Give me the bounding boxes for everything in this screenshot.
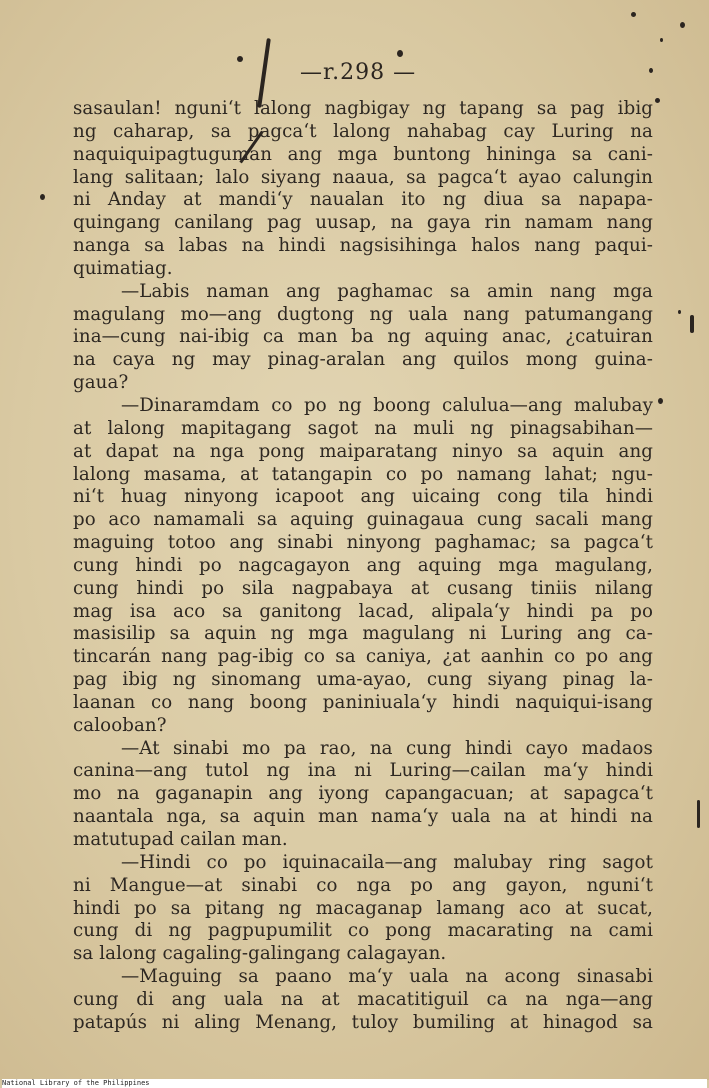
text-line: —Maguing sa paano ma‘y uala na acong sinasabi xyxy=(121,966,653,988)
text-line: ng caharap, sa pagca‘t lalong nahabag cay Luring na xyxy=(73,120,653,142)
text-line: quingang canilang pag uusap, na gaya rin namam nang xyxy=(73,212,653,234)
text-line: calooban? xyxy=(73,714,167,736)
text-line: quimatiag. xyxy=(73,257,173,279)
ink-spot xyxy=(237,56,243,62)
text-line: —Dinaramdam co po ng boong calulua—ang malubay xyxy=(121,394,653,416)
body-text xyxy=(73,98,653,1035)
text-line: lalong masama, at tatangapin co po namang lahat; ngu- xyxy=(73,463,653,485)
text-line: sa lalong cagaling-galingang calagayan. xyxy=(73,943,447,965)
text-line: ni Mangue—at sinabi co nga po ang gayon, nguni‘t xyxy=(73,874,653,896)
ink-spot xyxy=(397,50,403,57)
ink-spot xyxy=(678,310,681,314)
text-line: naantala nga, sa aquin man nama‘y uala na at hindi na xyxy=(73,806,653,828)
text-line: at dapat na nga pong maiparatang ninyo sa aquin ang xyxy=(73,440,653,462)
text-line: —Labis naman ang paghamac sa amin nang mga xyxy=(121,280,653,302)
text-line: mag isa aco sa ganitong lacad, alipala‘y hindi pa po xyxy=(73,600,653,622)
text-line: tincarán nang pag-ibig co sa caniya, ¿at aanhin co po ang xyxy=(73,646,653,668)
text-line: patapús ni aling Menang, tuloy bumiling at hinagod sa xyxy=(73,1011,653,1033)
text-line: laanan co nang boong paniniuala‘y hindi naquiqui-isang xyxy=(73,691,653,713)
page-number: —r.298 — xyxy=(300,60,417,85)
text-line: cung hindi po sila nagpabaya at cusang tiniis nilang xyxy=(73,577,653,599)
ink-spot xyxy=(649,68,653,73)
text-line: ni Anday at mandi‘y naualan ito ng diua sa napapa- xyxy=(73,189,653,211)
text-line: lang salitaan; lalo siyang naaua, sa pagca‘t ayao calungin xyxy=(73,166,653,188)
text-line: —Hindi co po iquinacaila—ang malubay ring sagot xyxy=(121,851,653,873)
ink-spot xyxy=(690,315,694,333)
ink-spot xyxy=(655,98,660,103)
ink-spot xyxy=(40,194,45,200)
text-line: naquiquipagtuguman ang mga buntong hininga sa cani- xyxy=(73,143,653,165)
text-line: ni‘t huag ninyong icapoot ang uicaing cong tila hindi xyxy=(73,486,653,508)
text-line: sasaulan! nguni‘t lalong nagbigay ng tapang sa pag ibig xyxy=(73,98,653,119)
text-line: cung hindi po nagcagayon ang aquing mga magulang, xyxy=(73,554,653,576)
text-line: matutupad cailan man. xyxy=(73,829,288,850)
ink-spot xyxy=(660,38,663,42)
text-line: maguing totoo ang sinabi ninyong paghamac; sa pagca‘t xyxy=(73,532,653,554)
text-line: ina—cung nai-ibig ca man ba ng aquing anac, ¿catuiran xyxy=(73,326,653,348)
text-line: canina—ang tutol ng ina ni Luring—cailan ma‘y hindi xyxy=(73,760,653,782)
ink-spot xyxy=(631,12,636,17)
library-credit: National Library of the Philippines xyxy=(2,1079,707,1088)
text-line: —At sinabi mo pa rao, na cung hindi cayo madaos xyxy=(121,737,653,759)
text-line: magulang mo—ang dugtong ng uala nang patumangang xyxy=(73,303,653,325)
text-line: cung di ang uala na at macatitiguil ca na nga—ang xyxy=(73,988,653,1010)
text-line: nanga sa labas na hindi nagsisihinga halos nang paqui- xyxy=(73,235,653,257)
text-line: po aco namamali sa aquing guinagaua cung sacali mang xyxy=(73,509,653,531)
ink-spot xyxy=(680,22,685,28)
text-line: mo na gaganapin ang iyong capangacuan; at sapagca‘t xyxy=(73,783,653,805)
text-line: pag ibig ng sinomang uma-ayao, cung siyang pinag la- xyxy=(73,669,653,691)
ink-spot xyxy=(697,800,700,828)
ink-spot xyxy=(658,398,663,404)
text-line: masisilip sa aquin ng mga magulang ni Luring ang ca- xyxy=(73,623,653,645)
text-line: gaua? xyxy=(73,372,129,394)
text-line: hindi po sa pitang ng macaganap lamang aco at sucat, xyxy=(73,897,653,919)
text-line: at lalong mapitagang sagot na muli ng pinagsabihan— xyxy=(73,417,653,439)
text-line: cung di ng pagpupumilit co pong macarating na cami xyxy=(73,920,653,942)
text-line: na caya ng may pinag-aralan ang quilos mong guina- xyxy=(73,349,653,371)
